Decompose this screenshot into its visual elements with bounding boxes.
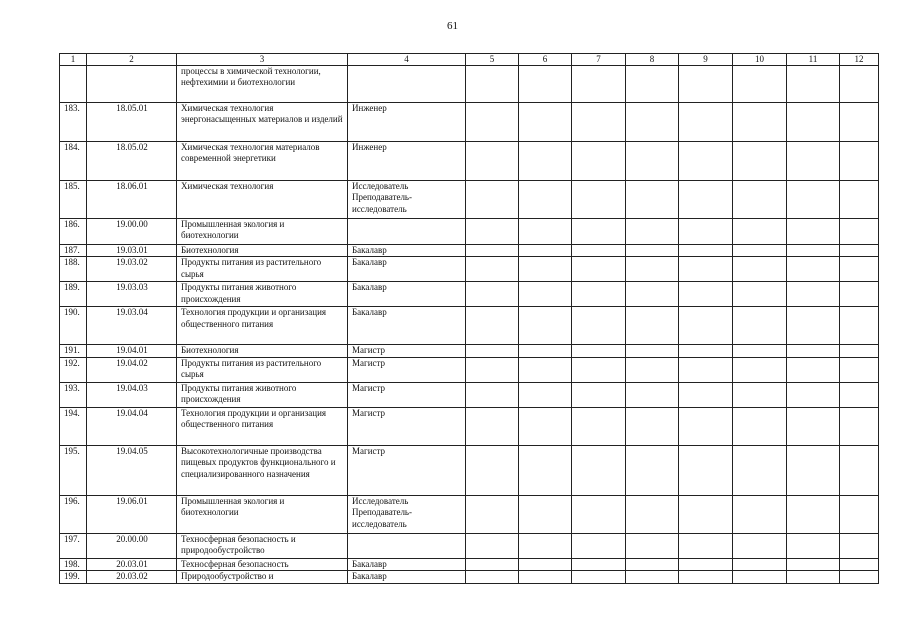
empty-cell xyxy=(466,382,519,407)
row-number-cell: 184. xyxy=(60,142,87,181)
empty-cell xyxy=(840,181,879,219)
table-row xyxy=(60,245,879,257)
empty-cell xyxy=(787,533,840,558)
qualification-cell: Магистр xyxy=(348,445,466,495)
table-row xyxy=(60,142,879,181)
column-header: 9 xyxy=(679,54,733,66)
empty-cell xyxy=(679,282,733,307)
table-row xyxy=(60,282,879,307)
qualification-cell: Бакалавр xyxy=(348,571,466,583)
empty-cell xyxy=(519,533,572,558)
table-row xyxy=(60,103,879,142)
empty-cell xyxy=(466,103,519,142)
empty-cell xyxy=(679,142,733,181)
qualification-cell: Бакалавр xyxy=(348,282,466,307)
code-cell: 19.04.03 xyxy=(87,382,177,407)
code-cell: 19.04.01 xyxy=(87,345,177,357)
empty-cell xyxy=(626,495,679,533)
empty-cell xyxy=(679,357,733,382)
specialty-name-cell: Природообустройство и xyxy=(177,571,348,583)
empty-cell xyxy=(626,282,679,307)
empty-cell xyxy=(679,445,733,495)
empty-cell xyxy=(572,382,626,407)
empty-cell xyxy=(519,66,572,103)
code-cell: 19.03.04 xyxy=(87,307,177,345)
empty-cell xyxy=(572,307,626,345)
empty-cell xyxy=(572,103,626,142)
table-row xyxy=(60,345,879,357)
column-header: 10 xyxy=(733,54,787,66)
empty-cell xyxy=(787,282,840,307)
qualification-cell: Бакалавр xyxy=(348,558,466,570)
table-row xyxy=(60,257,879,282)
empty-cell xyxy=(787,445,840,495)
empty-cell xyxy=(733,533,787,558)
qualification-cell xyxy=(348,533,466,558)
empty-cell xyxy=(466,495,519,533)
empty-cell xyxy=(840,307,879,345)
empty-cell xyxy=(840,245,879,257)
empty-cell xyxy=(787,558,840,570)
specialties-table xyxy=(59,53,879,584)
empty-cell xyxy=(679,495,733,533)
empty-cell xyxy=(787,257,840,282)
empty-cell xyxy=(787,345,840,357)
empty-cell xyxy=(679,533,733,558)
specialty-name-cell: процессы в химической технологии, нефтехимии и биотехнологии xyxy=(177,66,348,103)
specialty-name-cell: Промышленная экология и биотехнологии xyxy=(177,495,348,533)
empty-cell xyxy=(733,181,787,219)
empty-cell xyxy=(787,142,840,181)
table-row xyxy=(60,307,879,345)
empty-cell xyxy=(572,345,626,357)
column-header: 6 xyxy=(519,54,572,66)
specialty-name-cell: Техносферная безопасность и природообустройство xyxy=(177,533,348,558)
qualification-cell xyxy=(348,66,466,103)
empty-cell xyxy=(787,66,840,103)
row-number-cell: 199. xyxy=(60,571,87,583)
empty-cell xyxy=(626,181,679,219)
row-number-cell: 185. xyxy=(60,181,87,219)
empty-cell xyxy=(572,66,626,103)
empty-cell xyxy=(679,219,733,245)
row-number-cell: 189. xyxy=(60,282,87,307)
specialty-name-cell: Высокотехнологичные производства пищевых продуктов функционального и специализированного назначения xyxy=(177,445,348,495)
row-number-cell: 192. xyxy=(60,357,87,382)
empty-cell xyxy=(787,382,840,407)
empty-cell xyxy=(626,571,679,583)
empty-cell xyxy=(572,558,626,570)
empty-cell xyxy=(466,407,519,445)
row-number-cell: 191. xyxy=(60,345,87,357)
empty-cell xyxy=(679,103,733,142)
empty-cell xyxy=(787,103,840,142)
empty-cell xyxy=(679,345,733,357)
row-number-cell: 183. xyxy=(60,103,87,142)
page-number: 61 xyxy=(447,20,458,32)
specialty-name-cell: Химическая технология xyxy=(177,181,348,219)
empty-cell xyxy=(572,142,626,181)
empty-cell xyxy=(519,181,572,219)
empty-cell xyxy=(840,357,879,382)
code-cell: 18.05.01 xyxy=(87,103,177,142)
specialty-name-cell: Биотехнология xyxy=(177,245,348,257)
empty-cell xyxy=(787,495,840,533)
code-cell: 19.04.02 xyxy=(87,357,177,382)
qualification-cell: Инженер xyxy=(348,103,466,142)
empty-cell xyxy=(840,66,879,103)
empty-cell xyxy=(679,245,733,257)
empty-cell xyxy=(572,533,626,558)
empty-cell xyxy=(679,257,733,282)
empty-cell xyxy=(679,407,733,445)
empty-cell xyxy=(840,282,879,307)
empty-cell xyxy=(572,495,626,533)
empty-cell xyxy=(572,181,626,219)
row-number-cell: 188. xyxy=(60,257,87,282)
qualification-cell: Исследователь Преподаватель-исследователь xyxy=(348,495,466,533)
empty-cell xyxy=(733,282,787,307)
empty-cell xyxy=(466,445,519,495)
empty-cell xyxy=(840,103,879,142)
table-row xyxy=(60,219,879,245)
column-header: 4 xyxy=(348,54,466,66)
empty-cell xyxy=(519,307,572,345)
qualification-cell: Исследователь Преподаватель-исследователь xyxy=(348,181,466,219)
specialty-name-cell: Продукты питания из растительного сырья xyxy=(177,357,348,382)
empty-cell xyxy=(679,181,733,219)
specialty-name-cell: Продукты питания животного происхождения xyxy=(177,282,348,307)
specialty-name-cell: Биотехнология xyxy=(177,345,348,357)
empty-cell xyxy=(840,558,879,570)
specialty-name-cell: Технология продукции и организация общественного питания xyxy=(177,307,348,345)
column-header: 1 xyxy=(60,54,87,66)
empty-cell xyxy=(626,257,679,282)
empty-cell xyxy=(572,407,626,445)
code-cell: 20.00.00 xyxy=(87,533,177,558)
empty-cell xyxy=(519,142,572,181)
empty-cell xyxy=(626,382,679,407)
empty-cell xyxy=(626,345,679,357)
column-number-row xyxy=(60,54,879,66)
table-row xyxy=(60,357,879,382)
empty-cell xyxy=(519,357,572,382)
empty-cell xyxy=(840,495,879,533)
empty-cell xyxy=(733,445,787,495)
empty-cell xyxy=(626,219,679,245)
empty-cell xyxy=(679,571,733,583)
empty-cell xyxy=(572,571,626,583)
specialty-name-cell: Химическая технология энергонасыщенных материалов и изделий xyxy=(177,103,348,142)
row-number-cell: 196. xyxy=(60,495,87,533)
table-row xyxy=(60,445,879,495)
empty-cell xyxy=(840,571,879,583)
empty-cell xyxy=(519,558,572,570)
empty-cell xyxy=(626,142,679,181)
empty-cell xyxy=(466,142,519,181)
empty-cell xyxy=(519,345,572,357)
empty-cell xyxy=(733,558,787,570)
empty-cell xyxy=(679,66,733,103)
column-header: 8 xyxy=(626,54,679,66)
empty-cell xyxy=(840,142,879,181)
empty-cell xyxy=(679,382,733,407)
empty-cell xyxy=(733,345,787,357)
code-cell: 19.03.02 xyxy=(87,257,177,282)
empty-cell xyxy=(733,571,787,583)
empty-cell xyxy=(466,282,519,307)
qualification-cell: Магистр xyxy=(348,382,466,407)
row-number-cell: 190. xyxy=(60,307,87,345)
empty-cell xyxy=(572,357,626,382)
table-row xyxy=(60,558,879,570)
empty-cell xyxy=(519,103,572,142)
empty-cell xyxy=(572,257,626,282)
empty-cell xyxy=(733,382,787,407)
specialty-name-cell: Промышленная экология и биотехнологии xyxy=(177,219,348,245)
empty-cell xyxy=(626,445,679,495)
column-header: 7 xyxy=(572,54,626,66)
empty-cell xyxy=(519,219,572,245)
code-cell: 18.06.01 xyxy=(87,181,177,219)
empty-cell xyxy=(840,533,879,558)
qualification-cell: Бакалавр xyxy=(348,307,466,345)
qualification-cell: Магистр xyxy=(348,357,466,382)
empty-cell xyxy=(787,245,840,257)
code-cell xyxy=(87,66,177,103)
empty-cell xyxy=(626,558,679,570)
table-row xyxy=(60,533,879,558)
table-row xyxy=(60,181,879,219)
empty-cell xyxy=(840,445,879,495)
qualification-cell: Магистр xyxy=(348,407,466,445)
empty-cell xyxy=(466,66,519,103)
empty-cell xyxy=(466,257,519,282)
empty-cell xyxy=(840,345,879,357)
empty-cell xyxy=(787,357,840,382)
empty-cell xyxy=(519,282,572,307)
specialty-name-cell: Техносферная безопасность xyxy=(177,558,348,570)
empty-cell xyxy=(787,181,840,219)
empty-cell xyxy=(626,245,679,257)
table-row xyxy=(60,571,879,583)
qualification-cell: Бакалавр xyxy=(348,245,466,257)
empty-cell xyxy=(840,257,879,282)
empty-cell xyxy=(466,219,519,245)
empty-cell xyxy=(733,495,787,533)
column-header: 11 xyxy=(787,54,840,66)
empty-cell xyxy=(519,445,572,495)
empty-cell xyxy=(679,307,733,345)
table-row xyxy=(60,382,879,407)
row-number-cell: 198. xyxy=(60,558,87,570)
code-cell: 19.03.03 xyxy=(87,282,177,307)
empty-cell xyxy=(466,345,519,357)
empty-cell xyxy=(519,495,572,533)
empty-cell xyxy=(840,382,879,407)
empty-cell xyxy=(787,219,840,245)
empty-cell xyxy=(466,307,519,345)
qualification-cell xyxy=(348,219,466,245)
empty-cell xyxy=(840,407,879,445)
column-header: 5 xyxy=(466,54,519,66)
qualification-cell: Магистр xyxy=(348,345,466,357)
empty-cell xyxy=(626,66,679,103)
row-number-cell xyxy=(60,66,87,103)
code-cell: 19.00.00 xyxy=(87,219,177,245)
empty-cell xyxy=(572,282,626,307)
empty-cell xyxy=(787,407,840,445)
qualification-cell: Инженер xyxy=(348,142,466,181)
code-cell: 19.04.05 xyxy=(87,445,177,495)
empty-cell xyxy=(466,571,519,583)
code-cell: 19.04.04 xyxy=(87,407,177,445)
empty-cell xyxy=(519,382,572,407)
qualification-cell: Бакалавр xyxy=(348,257,466,282)
empty-cell xyxy=(626,357,679,382)
empty-cell xyxy=(733,66,787,103)
empty-cell xyxy=(466,245,519,257)
empty-cell xyxy=(572,219,626,245)
column-header: 2 xyxy=(87,54,177,66)
empty-cell xyxy=(519,257,572,282)
empty-cell xyxy=(466,558,519,570)
empty-cell xyxy=(733,357,787,382)
specialty-name-cell: Продукты питания из растительного сырья xyxy=(177,257,348,282)
empty-cell xyxy=(733,257,787,282)
empty-cell xyxy=(519,245,572,257)
empty-cell xyxy=(519,407,572,445)
table-row xyxy=(60,66,879,103)
empty-cell xyxy=(733,103,787,142)
specialty-name-cell: Продукты питания животного происхождения xyxy=(177,382,348,407)
row-number-cell: 186. xyxy=(60,219,87,245)
empty-cell xyxy=(840,219,879,245)
empty-cell xyxy=(519,571,572,583)
empty-cell xyxy=(733,307,787,345)
empty-cell xyxy=(626,307,679,345)
row-number-cell: 194. xyxy=(60,407,87,445)
empty-cell xyxy=(626,533,679,558)
column-header: 3 xyxy=(177,54,348,66)
code-cell: 19.03.01 xyxy=(87,245,177,257)
specialty-name-cell: Технология продукции и организация общественного питания xyxy=(177,407,348,445)
empty-cell xyxy=(466,181,519,219)
row-number-cell: 187. xyxy=(60,245,87,257)
empty-cell xyxy=(733,142,787,181)
row-number-cell: 195. xyxy=(60,445,87,495)
table-row xyxy=(60,407,879,445)
table-row xyxy=(60,495,879,533)
empty-cell xyxy=(733,219,787,245)
code-cell: 20.03.01 xyxy=(87,558,177,570)
empty-cell xyxy=(733,245,787,257)
empty-cell xyxy=(626,407,679,445)
empty-cell xyxy=(787,307,840,345)
empty-cell xyxy=(626,103,679,142)
code-cell: 18.05.02 xyxy=(87,142,177,181)
row-number-cell: 197. xyxy=(60,533,87,558)
empty-cell xyxy=(572,245,626,257)
empty-cell xyxy=(679,558,733,570)
empty-cell xyxy=(787,571,840,583)
column-header: 12 xyxy=(840,54,879,66)
empty-cell xyxy=(466,357,519,382)
empty-cell xyxy=(466,533,519,558)
empty-cell xyxy=(733,407,787,445)
code-cell: 19.06.01 xyxy=(87,495,177,533)
specialty-name-cell: Химическая технология материалов современной энергетики xyxy=(177,142,348,181)
row-number-cell: 193. xyxy=(60,382,87,407)
empty-cell xyxy=(572,445,626,495)
code-cell: 20.03.02 xyxy=(87,571,177,583)
